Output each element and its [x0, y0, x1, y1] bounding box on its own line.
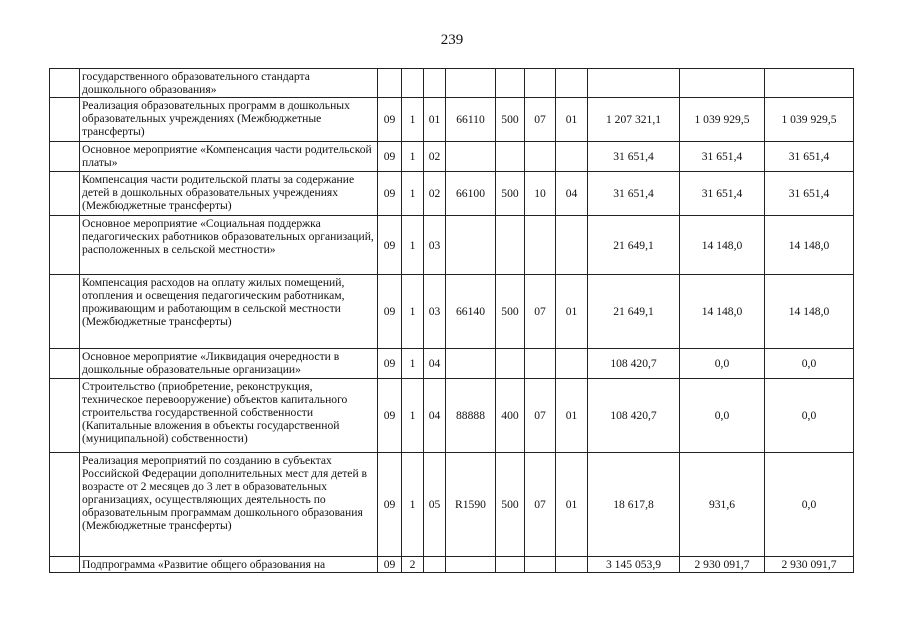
amount-year2: 2 930 091,7	[680, 557, 765, 573]
direction-code: 88888	[446, 379, 496, 453]
subprogram-code: 2	[402, 557, 424, 573]
activity-code	[424, 69, 446, 98]
row-description: Основное мероприятие «Ликвидация очередности в дошкольные образовательные организации»	[80, 349, 378, 379]
table-row	[50, 453, 854, 557]
expense-type	[496, 216, 525, 275]
direction-code: 66140	[446, 275, 496, 349]
row-description: Реализация образовательных программ в дошкольных образовательных учреждениях (Межбюджетные трансферты)	[80, 98, 378, 142]
row-number-cell	[50, 98, 80, 142]
row-description: Компенсация части родительской платы за содержание детей в дошкольных образовательных учреждениях (Межбюджетные трансферты)	[80, 172, 378, 216]
row-description: Основное мероприятие «Компенсация части родительской платы»	[80, 142, 378, 172]
amount-year2: 31 651,4	[680, 142, 765, 172]
subsection-code	[556, 216, 588, 275]
gp-code: 09	[378, 453, 402, 557]
table-row	[50, 142, 854, 172]
amount-year3: 0,0	[765, 453, 854, 557]
subsection-code	[556, 142, 588, 172]
row-number-cell	[50, 69, 80, 98]
row-number-cell	[50, 216, 80, 275]
amount-year3: 14 148,0	[765, 275, 854, 349]
amount-year1: 108 420,7	[588, 379, 680, 453]
activity-code: 04	[424, 349, 446, 379]
section-code: 10	[525, 172, 556, 216]
subprogram-code: 1	[402, 275, 424, 349]
subprogram-code: 1	[402, 98, 424, 142]
expense-type: 500	[496, 275, 525, 349]
expense-type	[496, 69, 525, 98]
table-row	[50, 275, 854, 349]
amount-year3: 0,0	[765, 349, 854, 379]
expense-type: 500	[496, 98, 525, 142]
row-number-cell	[50, 172, 80, 216]
activity-code	[424, 557, 446, 573]
subsection-code: 01	[556, 98, 588, 142]
amount-year2: 14 148,0	[680, 216, 765, 275]
section-code	[525, 69, 556, 98]
amount-year2: 0,0	[680, 379, 765, 453]
row-number-cell	[50, 557, 80, 573]
gp-code: 09	[378, 216, 402, 275]
subprogram-code: 1	[402, 172, 424, 216]
expense-type: 500	[496, 453, 525, 557]
row-number-cell	[50, 453, 80, 557]
amount-year2: 931,6	[680, 453, 765, 557]
row-description: государственного образовательного стандарта дошкольного образования»	[80, 69, 378, 98]
section-code	[525, 216, 556, 275]
row-description: Основное мероприятие «Социальная поддержка педагогических работников образовательных организаций, расположенных в сельской местности»	[80, 216, 378, 275]
amount-year3: 0,0	[765, 379, 854, 453]
activity-code: 04	[424, 379, 446, 453]
amount-year3: 1 039 929,5	[765, 98, 854, 142]
subprogram-code	[402, 69, 424, 98]
activity-code: 03	[424, 275, 446, 349]
gp-code: 09	[378, 557, 402, 573]
amount-year1: 3 145 053,9	[588, 557, 680, 573]
expense-type: 500	[496, 172, 525, 216]
gp-code: 09	[378, 172, 402, 216]
subsection-code: 04	[556, 172, 588, 216]
amount-year1: 108 420,7	[588, 349, 680, 379]
amount-year3: 31 651,4	[765, 172, 854, 216]
activity-code: 01	[424, 98, 446, 142]
table-row	[50, 349, 854, 379]
amount-year3: 2 930 091,7	[765, 557, 854, 573]
direction-code	[446, 216, 496, 275]
page-number: 239	[440, 32, 464, 48]
table-row	[50, 172, 854, 216]
section-code	[525, 349, 556, 379]
amount-year3: 31 651,4	[765, 142, 854, 172]
activity-code: 05	[424, 453, 446, 557]
gp-code: 09	[378, 379, 402, 453]
table-row	[50, 69, 854, 98]
table-row	[50, 379, 854, 453]
direction-code	[446, 557, 496, 573]
section-code	[525, 142, 556, 172]
section-code: 07	[525, 453, 556, 557]
row-number-cell	[50, 142, 80, 172]
section-code: 07	[525, 98, 556, 142]
amount-year1: 21 649,1	[588, 275, 680, 349]
amount-year2: 31 651,4	[680, 172, 765, 216]
gp-code: 09	[378, 275, 402, 349]
subprogram-code: 1	[402, 453, 424, 557]
direction-code	[446, 142, 496, 172]
activity-code: 02	[424, 142, 446, 172]
subsection-code	[556, 69, 588, 98]
table-row	[50, 216, 854, 275]
expense-type	[496, 557, 525, 573]
gp-code	[378, 69, 402, 98]
amount-year3: 14 148,0	[765, 216, 854, 275]
amount-year3	[765, 69, 854, 98]
subsection-code: 01	[556, 379, 588, 453]
gp-code: 09	[378, 98, 402, 142]
subprogram-code: 1	[402, 142, 424, 172]
row-number-cell	[50, 349, 80, 379]
subprogram-code: 1	[402, 379, 424, 453]
budget-table	[49, 68, 854, 573]
table-row	[50, 98, 854, 142]
direction-code	[446, 69, 496, 98]
amount-year1: 31 651,4	[588, 172, 680, 216]
amount-year2: 14 148,0	[680, 275, 765, 349]
row-description: Подпрограмма «Развитие общего образования на	[80, 557, 378, 573]
direction-code: 66110	[446, 98, 496, 142]
amount-year2	[680, 69, 765, 98]
expense-type	[496, 142, 525, 172]
expense-type: 400	[496, 379, 525, 453]
row-number-cell	[50, 379, 80, 453]
section-code	[525, 557, 556, 573]
amount-year1: 21 649,1	[588, 216, 680, 275]
row-description: Компенсация расходов на оплату жилых помещений, отопления и освещения педагогическим работникам, проживающим и работающим в сельской местности (Межбюджетные трансферты)	[80, 275, 378, 349]
activity-code: 03	[424, 216, 446, 275]
amount-year1	[588, 69, 680, 98]
subsection-code: 01	[556, 275, 588, 349]
direction-code	[446, 349, 496, 379]
gp-code: 09	[378, 142, 402, 172]
table-row	[50, 557, 854, 573]
gp-code: 09	[378, 349, 402, 379]
amount-year1: 31 651,4	[588, 142, 680, 172]
amount-year1: 18 617,8	[588, 453, 680, 557]
amount-year2: 0,0	[680, 349, 765, 379]
section-code: 07	[525, 275, 556, 349]
row-number-cell	[50, 275, 80, 349]
subsection-code	[556, 557, 588, 573]
row-description: Строительство (приобретение, реконструкция, техническое перевооружение) объектов капитального строительства государственной собственности (Капитальные вложения в объекты государственной (муниципальной) собственности)	[80, 379, 378, 453]
activity-code: 02	[424, 172, 446, 216]
expense-type	[496, 349, 525, 379]
subsection-code	[556, 349, 588, 379]
subsection-code: 01	[556, 453, 588, 557]
section-code: 07	[525, 379, 556, 453]
direction-code: R1590	[446, 453, 496, 557]
subprogram-code: 1	[402, 216, 424, 275]
amount-year2: 1 039 929,5	[680, 98, 765, 142]
row-description: Реализация мероприятий по созданию в субъектах Российской Федерации дополнительных мест для детей в возрасте от 2 месяцев до 3 лет в образовательных организациях, осуществляющих деятельность по образовательным программам дошкольного образования (Межбюджетные трансферты)	[80, 453, 378, 557]
table-body	[50, 69, 854, 573]
subprogram-code: 1	[402, 349, 424, 379]
amount-year1: 1 207 321,1	[588, 98, 680, 142]
direction-code: 66100	[446, 172, 496, 216]
